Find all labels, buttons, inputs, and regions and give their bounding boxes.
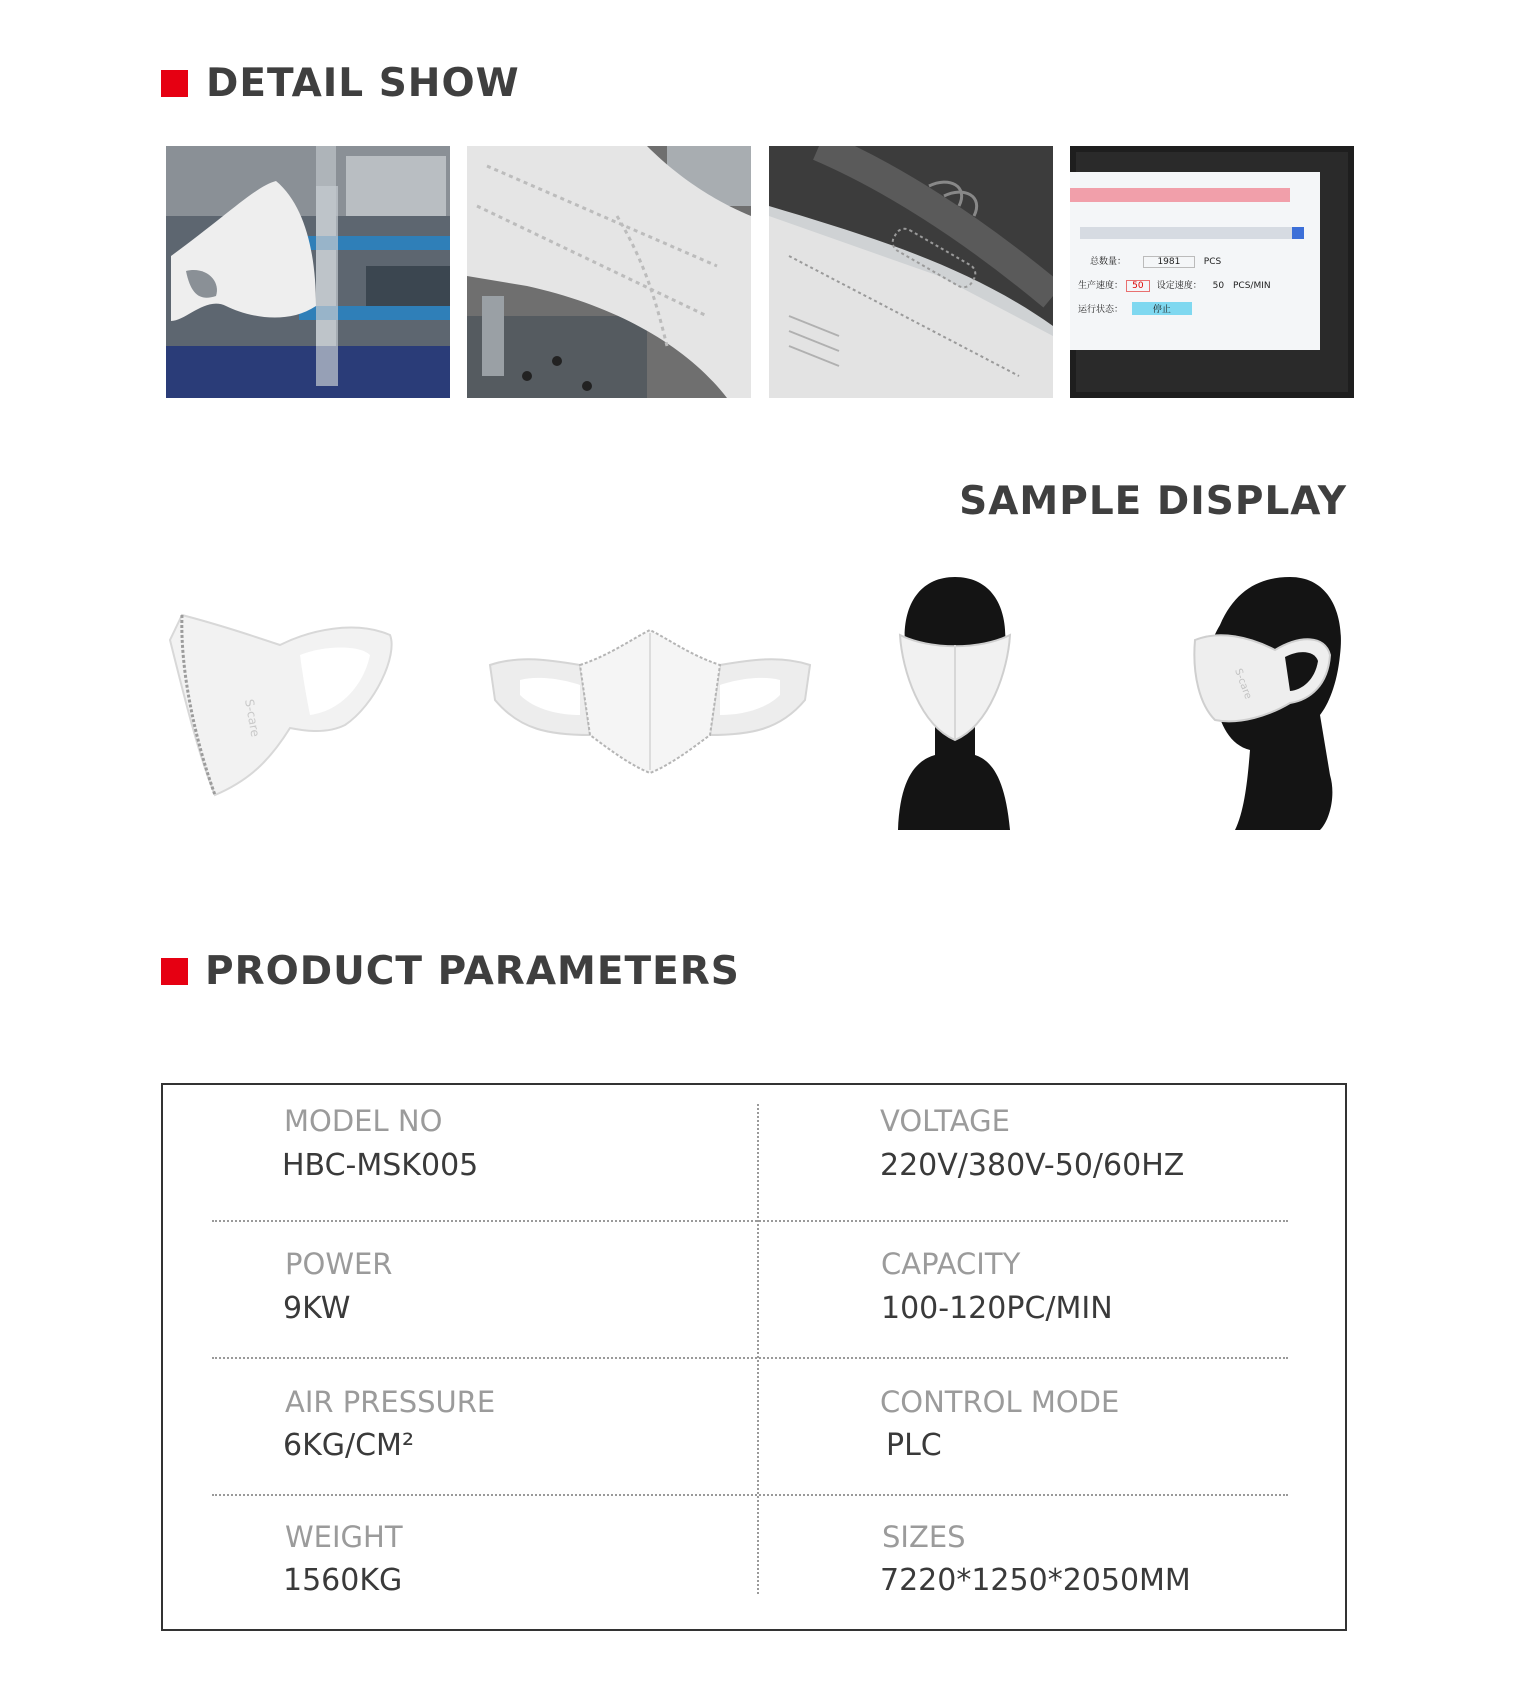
row-divider bbox=[212, 1220, 1288, 1222]
sample-mannequin-brand-print: S-care bbox=[1232, 667, 1254, 701]
param-label-voltage: VOLTAGE bbox=[880, 1104, 1010, 1138]
screen-total-value: 1981 bbox=[1143, 256, 1195, 268]
row-divider bbox=[212, 1357, 1288, 1359]
screen-speed-label: 生产速度： bbox=[1078, 281, 1124, 291]
param-value-capacity: 100-120PC/MIN bbox=[881, 1291, 1113, 1326]
param-value-sizes: 7220*1250*2050MM bbox=[880, 1563, 1191, 1598]
param-value-air-pressure: 6KG/CM² bbox=[283, 1428, 414, 1463]
param-label-power: POWER bbox=[285, 1247, 393, 1281]
screen-blue-marker bbox=[1292, 227, 1304, 239]
detail-photo-mask-machine bbox=[166, 146, 450, 398]
screen-status-label: 运行状态： bbox=[1078, 305, 1124, 315]
column-divider bbox=[757, 1104, 759, 1594]
screen-row-2 bbox=[1078, 278, 1271, 292]
screen-row-1 bbox=[1090, 254, 1221, 268]
sample-mannequin-front bbox=[890, 575, 1020, 835]
screen-speed-unit: PCS/MIN bbox=[1232, 281, 1271, 291]
section-marker bbox=[161, 70, 188, 97]
param-label-model-no: MODEL NO bbox=[284, 1104, 443, 1138]
screen-set-speed-label: 设定速度： bbox=[1156, 281, 1202, 291]
detail-show-title: DETAIL SHOW bbox=[206, 61, 520, 106]
sample-brand-print: S-care bbox=[242, 698, 263, 738]
screen-total-unit: PCS bbox=[1203, 257, 1222, 267]
param-value-weight: 1560KG bbox=[283, 1563, 403, 1598]
screen-set-speed-value: 50 bbox=[1212, 281, 1225, 291]
screen-header-bar bbox=[1070, 188, 1290, 202]
param-value-control-mode: PLC bbox=[886, 1428, 942, 1463]
sample-mask-side bbox=[160, 610, 400, 800]
sample-mannequin-side bbox=[1190, 575, 1350, 835]
sample-display-title: SAMPLE DISPLAY bbox=[959, 479, 1347, 524]
screen-blurred-row bbox=[1080, 227, 1300, 239]
screen-status-value: 停止 bbox=[1132, 302, 1192, 315]
detail-photo-roller bbox=[769, 146, 1053, 398]
detail-photo-material-web bbox=[467, 146, 751, 398]
screen-total-label: 总数量： bbox=[1090, 257, 1127, 267]
section-marker bbox=[161, 958, 188, 985]
detail-photo-control-screen bbox=[1070, 146, 1354, 398]
param-value-power: 9KW bbox=[283, 1291, 351, 1326]
screen-display bbox=[1070, 172, 1320, 350]
param-label-air-pressure: AIR PRESSURE bbox=[285, 1385, 496, 1419]
param-value-voltage: 220V/380V-50/60HZ bbox=[880, 1148, 1185, 1183]
param-label-weight: WEIGHT bbox=[285, 1520, 403, 1554]
param-value-model-no: HBC-MSK005 bbox=[282, 1148, 479, 1183]
param-label-control-mode: CONTROL MODE bbox=[880, 1385, 1120, 1419]
param-label-sizes: SIZES bbox=[882, 1520, 966, 1554]
sample-mask-front bbox=[480, 625, 820, 775]
row-divider bbox=[212, 1494, 1288, 1496]
param-label-capacity: CAPACITY bbox=[881, 1247, 1021, 1281]
product-parameters-title: PRODUCT PARAMETERS bbox=[205, 949, 740, 994]
screen-speed-value: 50 bbox=[1126, 280, 1150, 292]
screen-row-3 bbox=[1078, 302, 1192, 315]
